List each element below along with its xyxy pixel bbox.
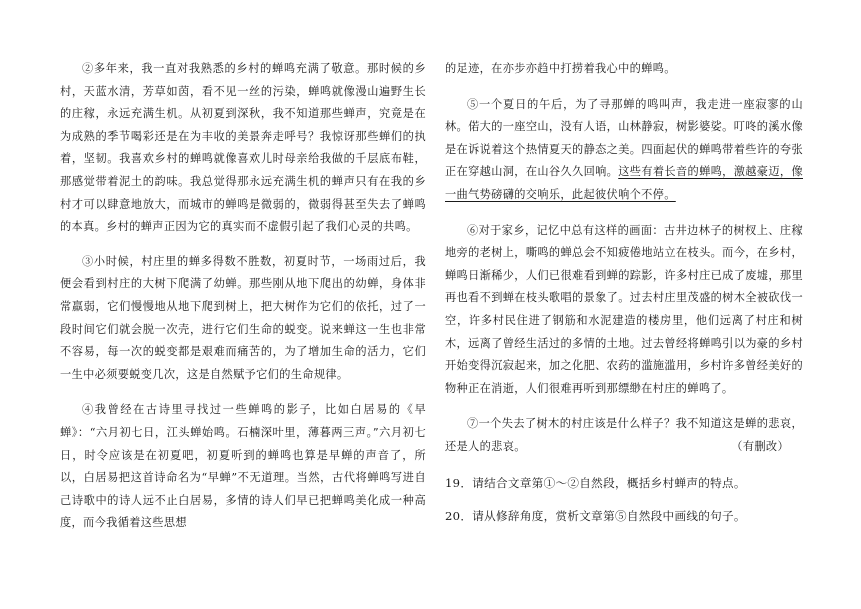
paragraph-2: ②多年来，我一直对我熟悉的乡村的蝉鸣充满了敬意。那时候的乡村，天蓝水清，芳草如茵，看不见一丝的污染，蝉鸣就像漫山遍野生长的庄稼，永远充满生机。从初夏到深秋，我不知道那些蝉声，究竟是在为成熟的季节喝彩还是在为丰收的美景奔走呼号？我惊讶那些蝉们的执着，坚韧。我喜欢乡村的蝉鸣就像喜欢儿时母亲给我做的千层底布鞋，那感觉带着泥土的韵味。我总觉得那永远充满生机的蝉声只有在我的乡村才可以肆意地放大，而城市的蝉鸣是微弱的，微弱得甚至失去了蝉鸣的本真。乡村的蝉声正因为它的真实而不虚假引起了我们心灵的共鸣。 [60, 62, 426, 234]
paragraph-4: ④我曾经在古诗里寻找过一些蝉鸣的影子，比如白居易的《早蝉》：“六月初七日，江头蝉始鸣。石楠深叶里，薄暮两三声。”六月初七日，时令应该是在初夏吧，初夏听到的蝉鸣也算是早蝉的声音了，所以，白居易把这首诗命名为“早蝉”不无道理。当然，古代将蝉鸣写进自己诗歌中的诗人远不止白居易，多情的诗人们早已把蝉鸣美化成一种高度，而今我循着这些思想 [60, 403, 426, 530]
paragraph-7 [445, 413, 803, 458]
underlined-sentence: 这些有着长音的蝉鸣，激越豪迈，像一曲气势磅礴的交响乐，此起彼伏响个不停。 [445, 165, 803, 201]
paragraph-5 [445, 94, 803, 207]
paragraph-7-text: ⑦一个失去了树木的村庄该是什么样子？我不知道这是蝉的悲哀，还是人的悲哀。 [445, 417, 803, 453]
source-note: （有删改） [731, 439, 789, 453]
paragraph-3: ③小时候，村庄里的蝉多得数不胜数，初夏时节，一场雨过后，我便会看到村庄的大树下爬满了幼蝉。那些刚从地下爬出的幼蝉，身体非常羸弱，它们慢慢地从地下爬到树上，把大树作为它们的依托，过了一段时间它们就会脱一次壳，进行它们生命的蜕变。说来蝉这一生也非常不容易，每一次的蜕变都是艰难而痛苦的，为了增加生命的活力，它们一生中必须要蜕变几次，这是自然赋予它们的生命规律。 [60, 254, 426, 381]
right-column [445, 58, 803, 538]
paragraph-4-continuation: 的足迹，在亦步亦趋中打捞着我心中的蝉鸣。 [445, 62, 676, 75]
left-column [60, 58, 426, 548]
paragraph-5-text: ⑤一个夏日的午后，为了寻那蝉的鸣叫声，我走进一座寂寥的山林。偌大的一座空山，没有人语，山林静寂，树影婆娑。叮咚的溪水像是在诉说着这个热情夏天的静态之美。四面起伏的蝉鸣带着些许的夸张正在穿越山洞，在山谷久久回响。 [445, 97, 803, 179]
question-19: 19．请结合文章第①～②自然段，概括乡村蝉声的特点。 [445, 475, 746, 490]
question-20: 20．请从修辞角度，赏析文章第⑤自然段中画线的句子。 [445, 508, 746, 523]
paragraph-6: ⑥对于家乡，记忆中总有这样的画面：古井边林子的树杈上、庄稼地旁的老树上，嘶鸣的蝉总会不知疲倦地站立在枝头。而今，在乡村，蝉鸣日渐稀少，人们已很难看到蝉的踪影，许多村庄已成了废墟，那里再也看不到蝉在枝头歌唱的景象了。过去村庄里茂盛的树木全被砍伐一空，许多村民住进了钢筋和水泥建造的楼房里，他们远离了村庄和树木，远离了曾经生活过的多情的土地。过去曾经将蝉鸣引以为豪的乡村开始变得沉寂起来，加之化肥、农药的滥施滥用，乡村许多曾经美好的物种正在消逝，人们很难再听到那缥缈在村庄的蝉鸣了。 [445, 223, 803, 395]
